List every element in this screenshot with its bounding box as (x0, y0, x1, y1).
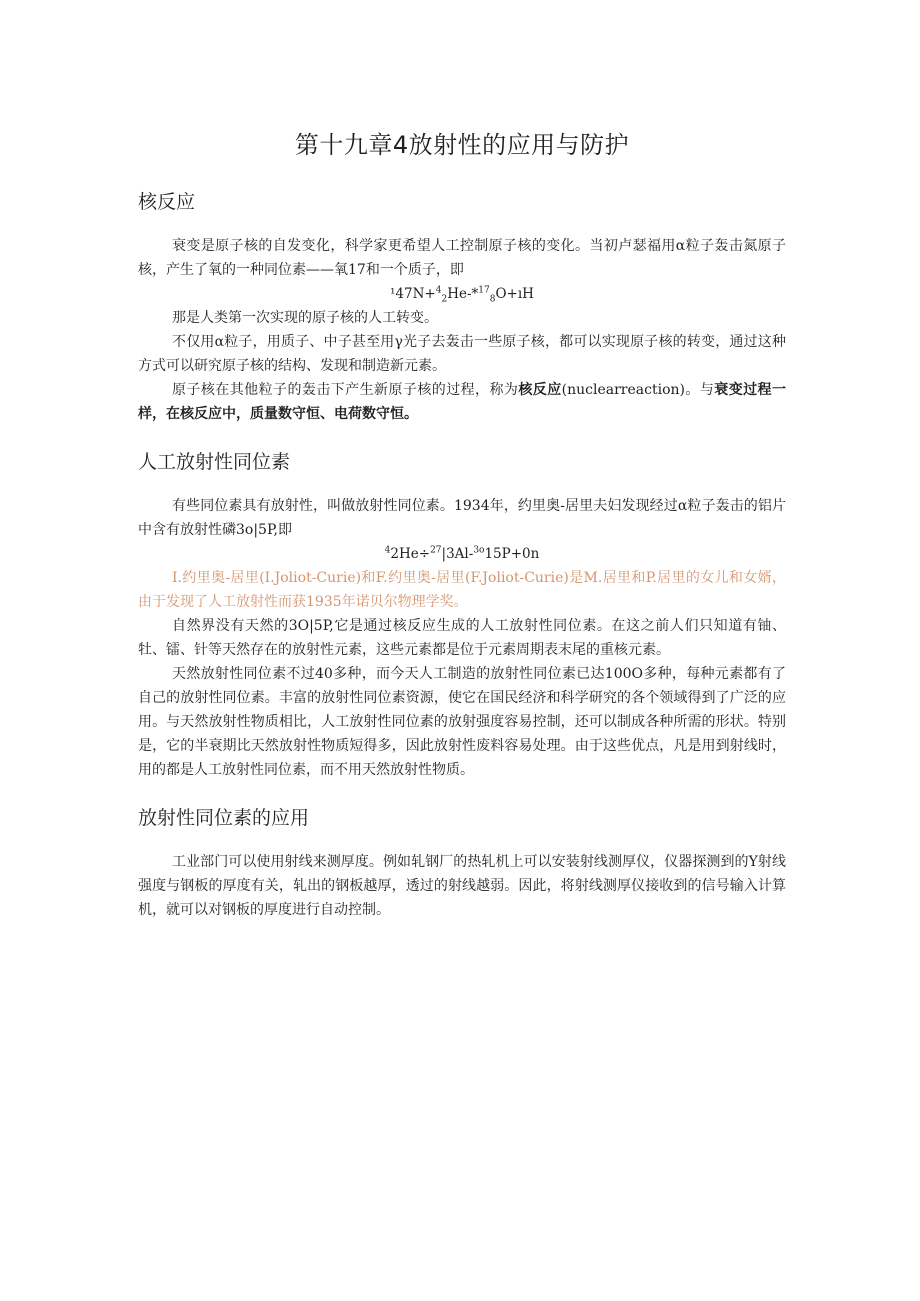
section-heading-isotope-applications: 放射性同位素的应用 (138, 807, 310, 829)
equation-superscript: 17 (478, 285, 490, 296)
equation-superscript: 27 (430, 545, 442, 556)
equation-part: |3Al- (441, 546, 474, 562)
equation-superscript: 4 (435, 285, 442, 296)
paragraph: 那是人类第一次实现的原子核的人工转变。 (172, 310, 438, 326)
document-content (138, 128, 786, 922)
section-heading-nuclear-reaction: 核反应 (138, 191, 196, 213)
paragraph-definition (138, 378, 786, 426)
section-heading-artificial-isotopes: 人工放射性同位素 (138, 451, 291, 473)
equation-subscript: 8 (489, 294, 496, 305)
equation-superscript: 4 (384, 545, 391, 556)
equation-aluminum-reaction (138, 542, 786, 566)
term-nuclear-reaction: 核反应 (518, 382, 562, 398)
equation-subscript: 2 (441, 294, 448, 305)
paragraph: 有些同位素具有放射性，叫做放射性同位素。1934年，约里奥-居里夫妇发现经过α粒子轰击的铝片中含有放射性磷3o|5P,即 (138, 498, 786, 538)
paragraph: 不仅用α粒子，用质子、中子甚至用γ光子去轰击一些原子核，都可以实现原子核的转变，通过这种方式可以研究原子核的结构、发现和制造新元素。 (138, 334, 786, 374)
equation-nitrogen-reaction (138, 282, 786, 306)
paragraph: 工业部门可以使用射线来测厚度。例如轧钢厂的热轧机上可以安装射线测厚仪，仪器探测到的Y射线强度与钢板的厚度有关，轧出的钢板越厚，透过的射线越弱。因此，将射线测厚仪接收到的信号输入计算机，就可以对钢板的厚度进行自动控制。 (138, 854, 786, 918)
equation-part: He-* (447, 286, 479, 302)
spacer (138, 782, 786, 804)
conservation-statement: 衰变过程一样，在核反应中，质量数守恒、电荷数守恒。 (138, 382, 786, 422)
equation-superscript: 3o (473, 545, 485, 556)
paragraph: 天然放射性同位素不过40多种，而今天人工制造的放射性同位素已达100O多种，每种元素都有了自己的放射性同位素。丰富的放射性同位素资源，使它在国民经济和科学研究的各个领域得到了广泛的应用。与天然放射性物质相比，人工放射性同位素的放射强度容易控制，还可以制成各种所需的形状。特别是，它的半衰期比天然放射性物质短得多，因此放射性废料容易处理。由于这些优点，凡是用到射线时，用的都是人工放射性同位素，而不用天然放射性物质。 (138, 666, 786, 778)
spacer (138, 426, 786, 448)
page-title: 第十九章4放射性的应用与防护 (294, 131, 630, 159)
paragraph-text: 原子核在其他粒子的轰击下产生新原子核的过程，称为 (172, 382, 519, 398)
paragraph-text: (nuclearreaction)。与 (561, 382, 715, 398)
equation-part: 15P+0n (484, 546, 540, 562)
paragraph: 衰变是原子核的自发变化，科学家更希望人工控制原子核的变化。当初卢瑟福用α粒子轰击氮原子核，产生了氧的一种同位素——氧17和一个质子，即 (138, 238, 786, 278)
paragraph: 自然界没有天然的3O|5P,它是通过核反应生成的人工放射性同位素。在这之前人们只知道有铀、牡、镭、针等天然存在的放射性元素，这些元素都是位于元素周期表末尾的重核元素。 (138, 618, 786, 658)
equation-part: O+ıH (495, 286, 534, 302)
historical-note: I.约里奥-居里(I.Joliot-Curie)和F.约里奥-居里(F.Joliot-Curie)是M.居里和P.居里的女儿和女婿，由于发现了人工放射性而获1935年诺贝尔物理学奖。 (138, 570, 786, 610)
equation-part: ¹4 (390, 286, 405, 302)
equation-part: 7N+ (404, 286, 436, 302)
equation-part: 2He÷ (390, 546, 431, 562)
